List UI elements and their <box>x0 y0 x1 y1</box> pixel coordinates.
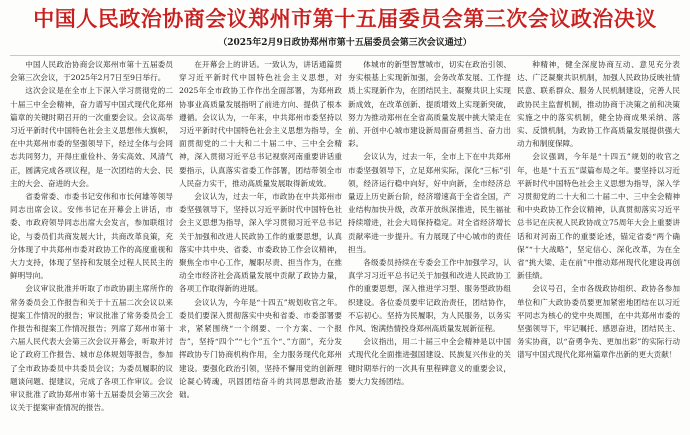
page-title: 中国人民政治协商会议郑州市第十五届委员会第三次会议政治决议 <box>33 7 657 31</box>
paragraph: 省委常委、市委书记安伟和市长何雄等领导同志出席会议。安伟书记在开幕会上讲话，市委、市政府领导同志出席大会发言，参加联组讨论，与委员们共商发展大计，共商改革良策，充分体现了中共郑州市委对政协工作的高度重视和大力支持，体现了坚持和发展全过程人民民主的鲜明导向。 <box>10 192 173 281</box>
paragraph: 会议号召，全市各级政协组织、政协各参加单位和广大政协委员要更加紧密地团结在以习近平同志为核心的党中央周围，在中共郑州市委的坚强领导下，牢记嘱托、感恩奋进，团结民主、务实协商，以“奋勇争先、更加出彩”的实际行动谱写中国式现代化郑州篇章作出新的更大贡献！ <box>517 284 680 360</box>
body-columns <box>10 58 680 430</box>
paragraph: 会议强调，今年是“十四五”规划的收官之年，也是“十五五”谋篇布局之年。要坚持以习近平新时代中国特色社会主义思想为指导，深入学习贯彻党的二十大和二十届二中、三中全会精神和中央政协工作会议精神，认真贯彻落实习近平总书记在庆祝人民政协成立75周年大会上重要讲话和对河南工作的重要论述，锚定省委“两个确保”“十大战略”，坚定信心、深化改革，为在全省“挑大梁、走在前”中推动郑州现代化建设再创新佳绩。 <box>517 152 680 281</box>
text-column <box>517 58 680 430</box>
paragraph: 各级委员持续在专委会工作中加强学习，认真学习习近平总书记关于加强和改进人民政协工作的重要思想，深入推进学习型、服务型政协组织建设。各位委员要牢记政治责任，团结协作，不忘初心。坚持为民履职，为人民服务，以务实作风、饱满热情投身郑州高质量发展新征程。 <box>348 258 511 334</box>
paragraph: 会议审议批准并听取了市政协副主席所作的常务委员会工作报告和关于十五届二次会议以来提案工作情况的报告；审议批准了常务委员会工作报告和提案工作情况报告；列席了郑州市第十六届人民代表大会第三次会议开幕会，听取并讨论了政府工作报告、城市总体规划等报告，参加了全市政协委员中共委员会议；为委员履职的议题谈问题、提建议，完成了各项工作审议。会议审议批准了政协郑州市第十五届委员会第三次会议关于提案审查情况的报告。 <box>10 284 173 413</box>
paragraph: 会议认为，今年是“十四五”规划收官之年。委员们要深入贯彻落实中央和省委、市委部署要求，紧紧围绕“一个纲要、一个方案、一个报告”，坚持“四个”“七个”五个“、”方面”，充分发挥政协专门协商机构作用，全力服务现代化郑州建设。要强化政治引领，坚持不懈用党的创新理论凝心铸魂，巩固团结奋斗的共同思想政治基础。 <box>179 297 342 400</box>
paragraph: 会议认为，过去一年，市政协在中共郑州市委坚强领导下，坚持以习近平新时代中国特色社会主义思想为指导，深入学习贯彻习近平总书记关于加强和改进人民政协工作的重要思想，认真落实中共中央、省委、市委政协工作会议精神，聚焦全市中心工作，履职尽责、担当作为，在推动全市经济社会高质量发展中贡献了政协力量，各项工作取得新的进展。 <box>179 192 342 294</box>
text-column <box>179 58 342 430</box>
paragraph: 种精神，健全深度协商互动、意见充分表达、广泛凝聚共识机制，加强人民政协反映社情民意、联系群众、服务人民机制建设，完善人民政协民主监督机制，推动协商于决策之前和决策实施之中的落实机制，健全协商成果采纳、落实、反馈机制，为政协工作高质量发展提供强大动力和制度保障。 <box>517 60 680 149</box>
paragraph: 中国人民政治协商会议郑州市第十五届委员会第三次会议，于2025年2月7日至9日举行。 <box>10 60 173 83</box>
text-column <box>348 58 511 430</box>
text-column <box>10 58 173 430</box>
paragraph: 体城市的新型智慧城市，切实在政治引领、夯实根基上实现新加强，会务改革发展、工作提质上实现新作为，在团结民主、凝聚共识上实现新成效，在改革创新、提质增效上实现新突破，努力为推动郑州在全省高质量发展中挑大梁走在前、开创中心城市建设新局面奋勇担当、奋力出彩。 <box>348 60 511 149</box>
page-subtitle: （2025年2月9日政协郑州市第十五届委员会第三次会议通过） <box>218 38 472 48</box>
paragraph: 会议认为，过去一年，全市上下在中共郑州市委坚强领导下，立足郑州实际，深化“三标”引领，经济运行稳中向好，好中向新，全市经济总量迈上历史新台阶，经济增速高于全省全国，产业结构加快升级，改革开放纵深推进，民生福祉持续增进，社会大局保持稳定。对全省经济增长贡献率进一步提升。有力展现了中心城市的责任担当。 <box>348 152 511 254</box>
paragraph: 在开幕会上的讲话。一致认为，讲话通篇贯穿习近平新时代中国特色社会主义思想，对2025年全市政协工作作出全面部署，为郑州政协事业高质量发展指明了前进方向、提供了根本遵循。会议认为，一年来，中共郑州市委坚持以习近平新时代中国特色社会主义思想为指导，全面贯彻党的二十大和二十届二中、三中全会精神，深入贯彻习近平总书记视察河南重要讲话重要指示，认真落实省委工作部署，团结带领全市人民奋力实干，推动高质量发展取得新成效。 <box>179 60 342 188</box>
header-divider <box>10 55 680 56</box>
paragraph: 会议指出，用二十届三中全会精神是以中国式现代化全面推进强国建设、民族复兴伟业的关键时期举行的一次具有里程碑意义的重要会议，要大力发扬团结。 <box>348 337 511 386</box>
paragraph: 这次会议是在全市上下深入学习贯彻党的二十届三中全会精神，奋力谱写中国式现代化郑州篇章的关键时期召开的一次重要会议。会议高举习近平新时代中国特色社会主义思想伟大旗帜，在中共郑州市委的坚强领导下，经过全体与会同志共同努力，开得庄重俭朴、务实高效、风清气正，圆满完成各项议程，是一次团结的大会、民主的大会、奋进的大会。 <box>10 86 173 188</box>
